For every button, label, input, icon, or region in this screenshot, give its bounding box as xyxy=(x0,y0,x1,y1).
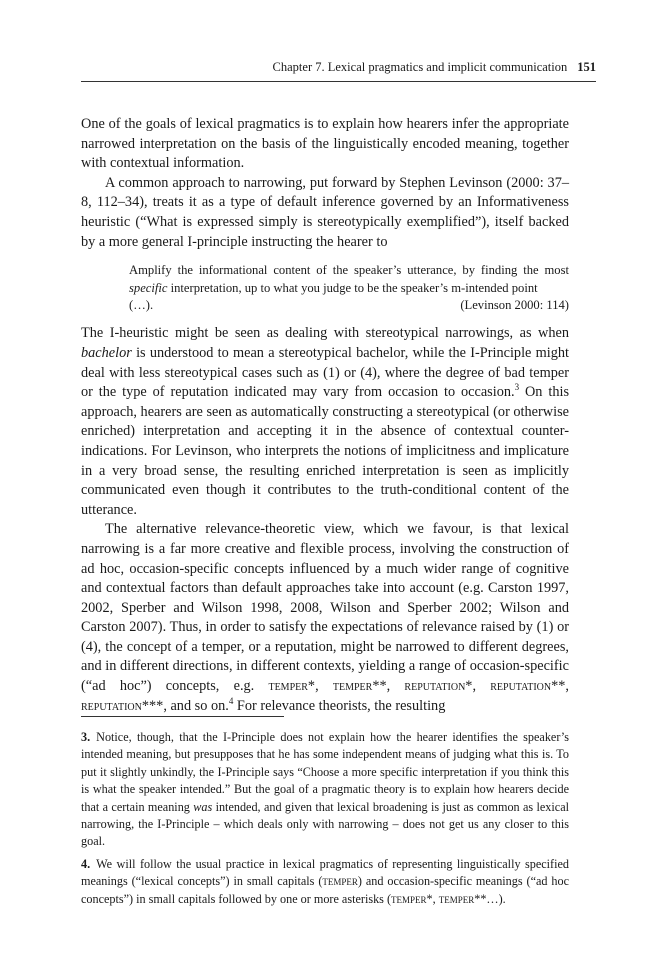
quote-citation-line xyxy=(129,297,569,314)
footnote-3: 3. Notice, though, that the I-Principle does not explain how the hearer identifies the speaker’s intended meaning, but presupposes that he has some independent means of judging what this is. To put it slightly unkindly, the I-Principle says “Choose a more specific interpretation if you think this is what the speaker intended.” But the goal of a pragmatic theory is to explain how hearers decide that a certain meaning was intended, and given that lexical broadening is just as common as lexical narrowing, the I-Principle – which deals only with narrowing – does not get us any closer to this goal. xyxy=(81,730,569,849)
footnote-ref-3[interactable]: 3 xyxy=(514,382,520,393)
paragraph-2: A common approach to narrowing, put forward by Stephen Levinson (2000: 37–8, 112–34), treats it as a type of default inference governed by an Informativeness heuristic (“What is expressed simply is stereotypically exemplified”), itself backed by a more general I-principle instructing the hearer to xyxy=(81,174,569,250)
concept-temper-1: temper* xyxy=(268,678,316,695)
footnote-3-italic: was xyxy=(193,799,213,814)
footnote-3-number: 3. xyxy=(81,730,91,744)
footnote-4-concept-1: temper xyxy=(322,874,358,889)
main-text xyxy=(81,115,569,716)
footnote-divider xyxy=(81,716,284,717)
concept-reputation-2: reputation** xyxy=(490,678,566,695)
term-bachelor: bachelor xyxy=(81,344,132,361)
footnote-4-concept-2: temper* xyxy=(391,891,433,906)
paragraph-4: The alternative relevance-theoretic view, which we favour, is that lexical narrowing is a far more creative and flexible process, involving the construction of ad hoc, occasion-specific concepts influenced by a much wider range of cognitive and contextual factors than default approaches take into account (e.g. Carston 1997, 2002, Sperber and Wilson 1998, 2008, Wilson and Sperber 2002; Wilson and Carston 2007). Thus, in order to satisfy the expectations of relevance raised by (1) or (4), the concept of a temper, or a reputation, might be narrowed to different degrees, and in different directions, in different contexts, yielding a range of occasion-specific (“ad hoc”) concepts, e.g. temper*, temper**, reputation*, reputation**, reputation***, and so on.$^4$ For relevance theorists, the resulting xyxy=(81,521,569,714)
quote-italic: specific xyxy=(129,280,168,295)
concept-reputation-3: reputation*** xyxy=(81,697,164,714)
paragraph-1: One of the goals of lexical pragmatics is to explain how hearers infer the appropriate narrowed interpretation on the basis of the linguistically encoded meaning, together with contextual information. xyxy=(81,116,569,172)
footnote-4-number: 4. xyxy=(81,856,91,871)
footnote-4: 4. We will follow the usual practice in lexical pragmatics of representing linguistically specified meanings (“lexical concepts”) in small capitals (temper) and occasion-specific meanings (“ad hoc concepts”) in small capitals followed by one or more asterisks (temper*, temper**…). xyxy=(81,856,569,906)
footnote-4-concept-3: temper** xyxy=(438,891,487,906)
paragraph-3: The I-heuristic might be seen as dealing with stereotypical narrowings, as when bachelor is understood to mean a stereotypical bachelor, while the I-Principle might deal with less stereotypical cases such as (1) or (4), where the degree of bad temper or the type of reputation indicated may vary from occasion to occasion.$^3$ On this approach, hearers are seen as automatically constructing a stereotypical (or otherwise enriched) interpretation and accepting it in the absence of contextual counter-indications. For Levinson, who interprets the notions of implicitness and implicature in a very broad sense, the resulting enriched interpretation is seen as implicitly communicated even though it contributes to the truth-conditional content of the utterance. xyxy=(81,325,570,518)
running-head xyxy=(81,59,596,82)
block-quote xyxy=(129,262,569,314)
running-title: Chapter 7. Lexical pragmatics and implicit communication xyxy=(272,60,568,74)
page-number: 151 xyxy=(577,60,596,74)
footnote-ref-4[interactable]: 4 xyxy=(228,695,234,706)
concept-temper-2: temper** xyxy=(332,678,387,695)
quote-text: Amplify the informational content of the speaker’s utterance, by finding the most specific interpretation, up to what you judge to be the speaker’s m-intended point xyxy=(129,263,569,295)
quote-citation: (Levinson 2000: 114) xyxy=(460,297,569,312)
quote-ellipsis: (…). xyxy=(129,297,154,312)
footnotes xyxy=(81,729,569,913)
concept-reputation-1: reputation* xyxy=(404,678,473,695)
